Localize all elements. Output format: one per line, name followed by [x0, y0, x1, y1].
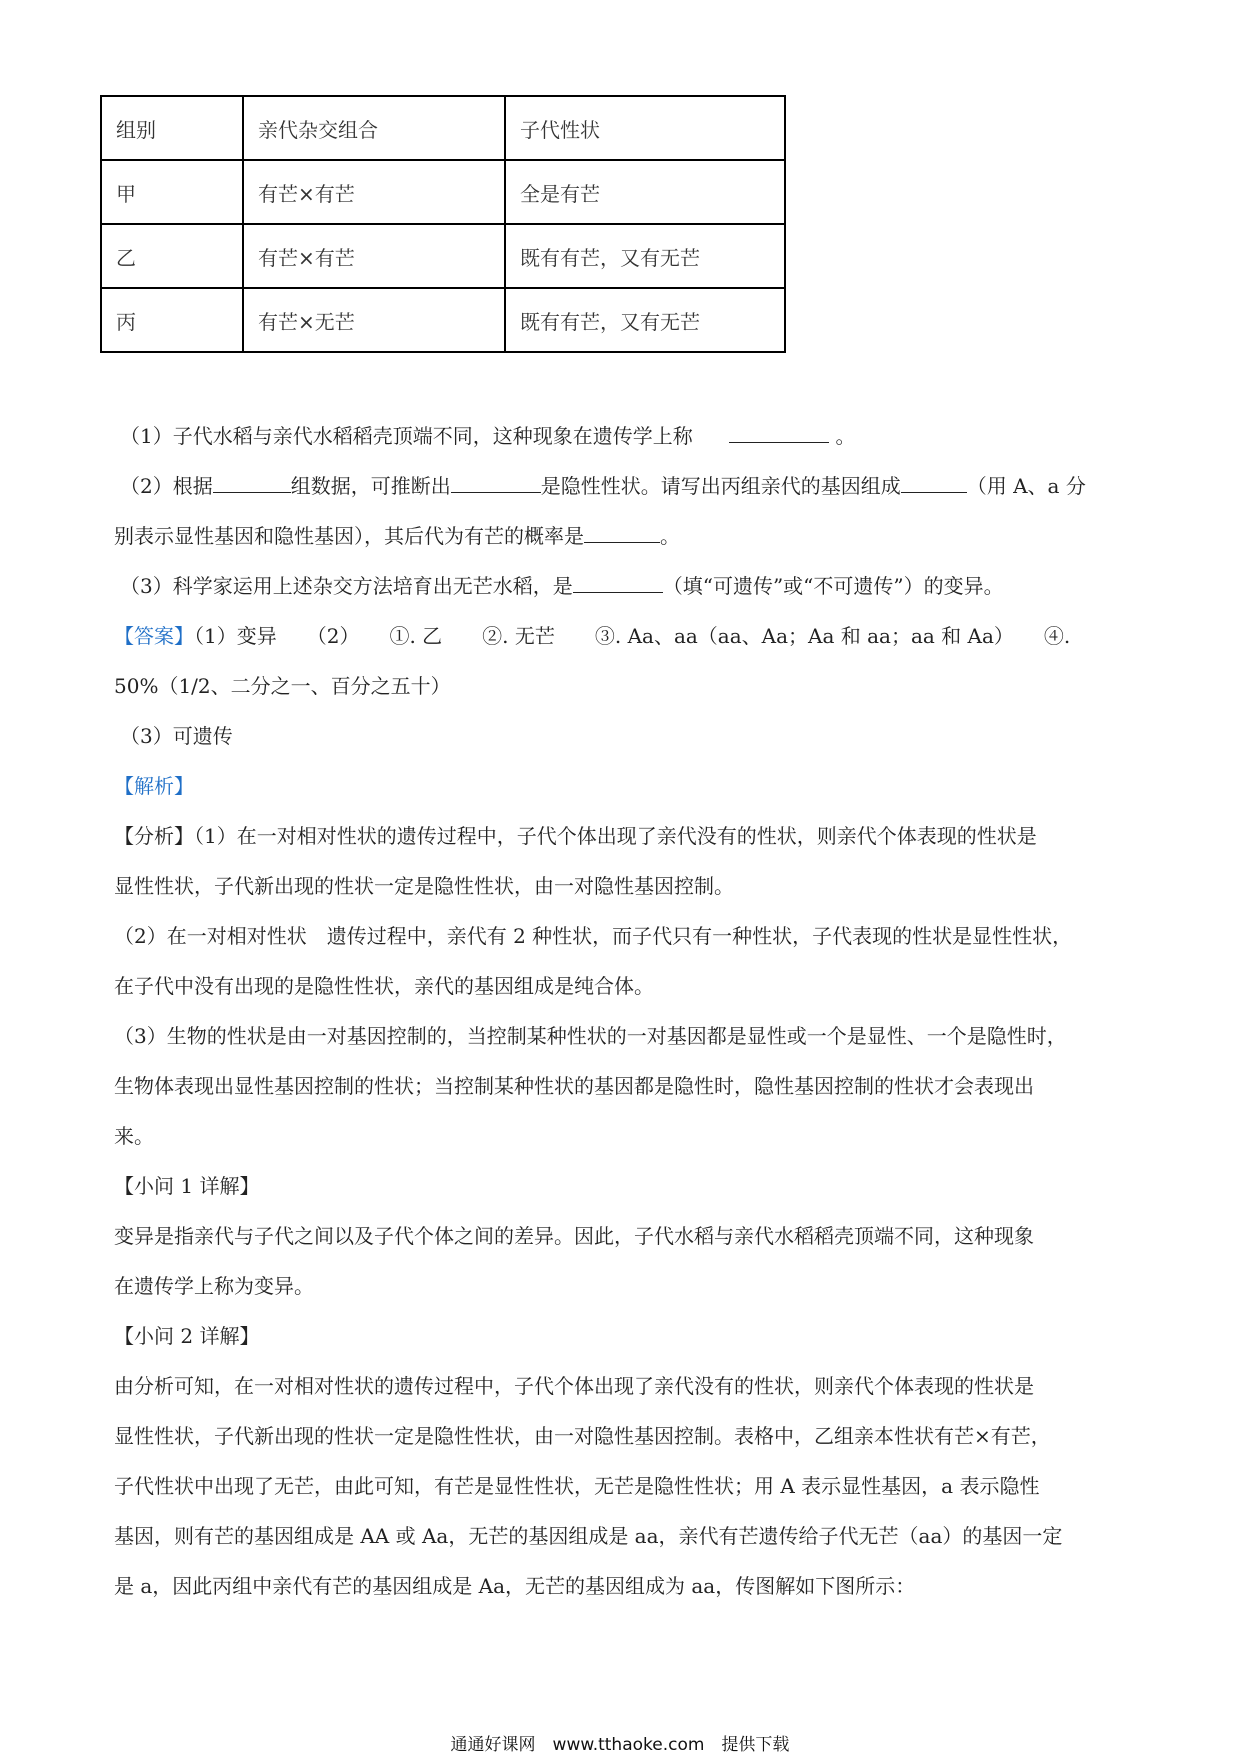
- analysis-line: 【分析】（1）在一对相对性状的遗传过程中，子代个体出现了亲代没有的性状，则亲代个体表现的性状是: [114, 824, 1037, 848]
- page-footer: 通通好课网 www.tthaoke.com 提供下载: [450, 1735, 790, 1755]
- answer-blank: [729, 424, 829, 443]
- analysis-line: 显性性状，子代新出现的性状一定是隐性性状，由一对隐性基因控制。: [114, 874, 734, 898]
- table-header-cell: 子代性状: [505, 96, 785, 160]
- detail-1-title: 【小问 1 详解】: [114, 1174, 260, 1198]
- answer-blank: [451, 474, 541, 493]
- detail-1-line: 在遗传学上称为变异。: [114, 1274, 314, 1298]
- question-2-line-2: [114, 520, 1124, 549]
- question-3: [120, 570, 1130, 599]
- answer-line-3: （3）可遗传: [120, 724, 233, 748]
- answer-blank: [584, 524, 660, 543]
- analysis-line: 在子代中没有出现的是隐性性状，亲代的基因组成是纯合体。: [114, 974, 654, 998]
- cross-results-table: [100, 95, 786, 353]
- analysis-line: （2）在一对相对性状 遗传过程中，亲代有 2 种性状，而子代只有一种性状，子代表现的性状是显性性状，: [114, 924, 1073, 948]
- answer-blank: [213, 474, 291, 493]
- table-cell: 有芒×有芒: [243, 160, 505, 224]
- question-2-text: 组数据，可推断出: [290, 474, 451, 498]
- table-header-cell: 组别: [101, 96, 243, 160]
- question-3-text: （3）科学家运用上述杂交方法培育出无芒水稻，是: [120, 574, 573, 598]
- question-1-end: 。: [835, 424, 856, 448]
- analysis-line: 来。: [114, 1124, 154, 1148]
- answer-line-1: [114, 620, 1124, 649]
- table-cell: 全是有芒: [505, 160, 785, 224]
- table-cell: 丙: [101, 288, 243, 352]
- table-cell: 既有有芒，又有无芒: [505, 224, 785, 288]
- table-row: [101, 160, 785, 224]
- detail-2-line: 是 a，因此丙组中亲代有芒的基因组成是 Aa，无芒的基因组成为 aa，传图解如下图所示：: [114, 1574, 916, 1598]
- question-1: [120, 420, 1130, 449]
- table-cell: 既有有芒，又有无芒: [505, 288, 785, 352]
- table-row: [101, 224, 785, 288]
- question-2-text: 是隐性性状。请写出丙组亲代的基因组成: [540, 474, 901, 498]
- answer-text: （1）变异 （2） ①. 乙 ②. 无芒 ③. Aa、aa（aa、Aa；Aa 和 aa；aa 和 Aa） ④.: [194, 624, 1071, 648]
- table-cell: 甲: [101, 160, 243, 224]
- analysis-line: 生物体表现出显性基因控制的性状；当控制某种性状的基因都是隐性时，隐性基因控制的性状才会表现出: [114, 1074, 1034, 1098]
- question-3-text: （填“可遗传”或“不可遗传”）的变异。: [662, 574, 1004, 598]
- question-2-line-1: [120, 470, 1130, 499]
- analysis-tag: 【解析】: [114, 774, 194, 798]
- table-cell: 乙: [101, 224, 243, 288]
- table-row: [101, 288, 785, 352]
- detail-2-line: 基因，则有芒的基因组成是 AA 或 Aa，无芒的基因组成是 aa，亲代有芒遗传给子代无芒（aa）的基因一定: [114, 1524, 1063, 1548]
- question-2-text: 别表示显性基因和隐性基因），其后代为有芒的概率是: [114, 524, 584, 548]
- table-cell: 有芒×有芒: [243, 224, 505, 288]
- answer-tag: 【答案】: [114, 624, 194, 648]
- answer-blank: [573, 574, 663, 593]
- analysis-line: （3）生物的性状是由一对基因控制的，当控制某种性状的一对基因都是显性或一个是显性、一个是隐性时，: [114, 1024, 1067, 1048]
- answer-blank: [901, 474, 967, 493]
- detail-2-line: 由分析可知，在一对相对性状的遗传过程中，子代个体出现了亲代没有的性状，则亲代个体表现的性状是: [114, 1374, 1034, 1398]
- table-header-cell: 亲代杂交组合: [243, 96, 505, 160]
- table-header-row: [101, 96, 785, 160]
- answer-line-2: 50%（1/2、二分之一、百分之五十）: [114, 674, 451, 698]
- detail-1-line: 变异是指亲代与子代之间以及子代个体之间的差异。因此，子代水稻与亲代水稻稻壳顶端不同，这种现象: [114, 1224, 1034, 1248]
- table-cell: 有芒×无芒: [243, 288, 505, 352]
- question-2-end: 。: [660, 524, 680, 548]
- question-1-text: （1）子代水稻与亲代水稻稻壳顶端不同，这种现象在遗传学上称: [120, 424, 693, 448]
- detail-2-title: 【小问 2 详解】: [114, 1324, 260, 1348]
- detail-2-line: 显性性状，子代新出现的性状一定是隐性性状，由一对隐性基因控制。表格中，乙组亲本性状有芒×有芒，: [114, 1424, 1051, 1448]
- detail-2-line: 子代性状中出现了无芒，由此可知，有芒是显性性状，无芒是隐性性状；用 A 表示显性基因，a 表示隐性: [114, 1474, 1040, 1498]
- question-2-text: （用 A、a 分: [966, 474, 1086, 498]
- question-2-text: （2）根据: [120, 474, 213, 498]
